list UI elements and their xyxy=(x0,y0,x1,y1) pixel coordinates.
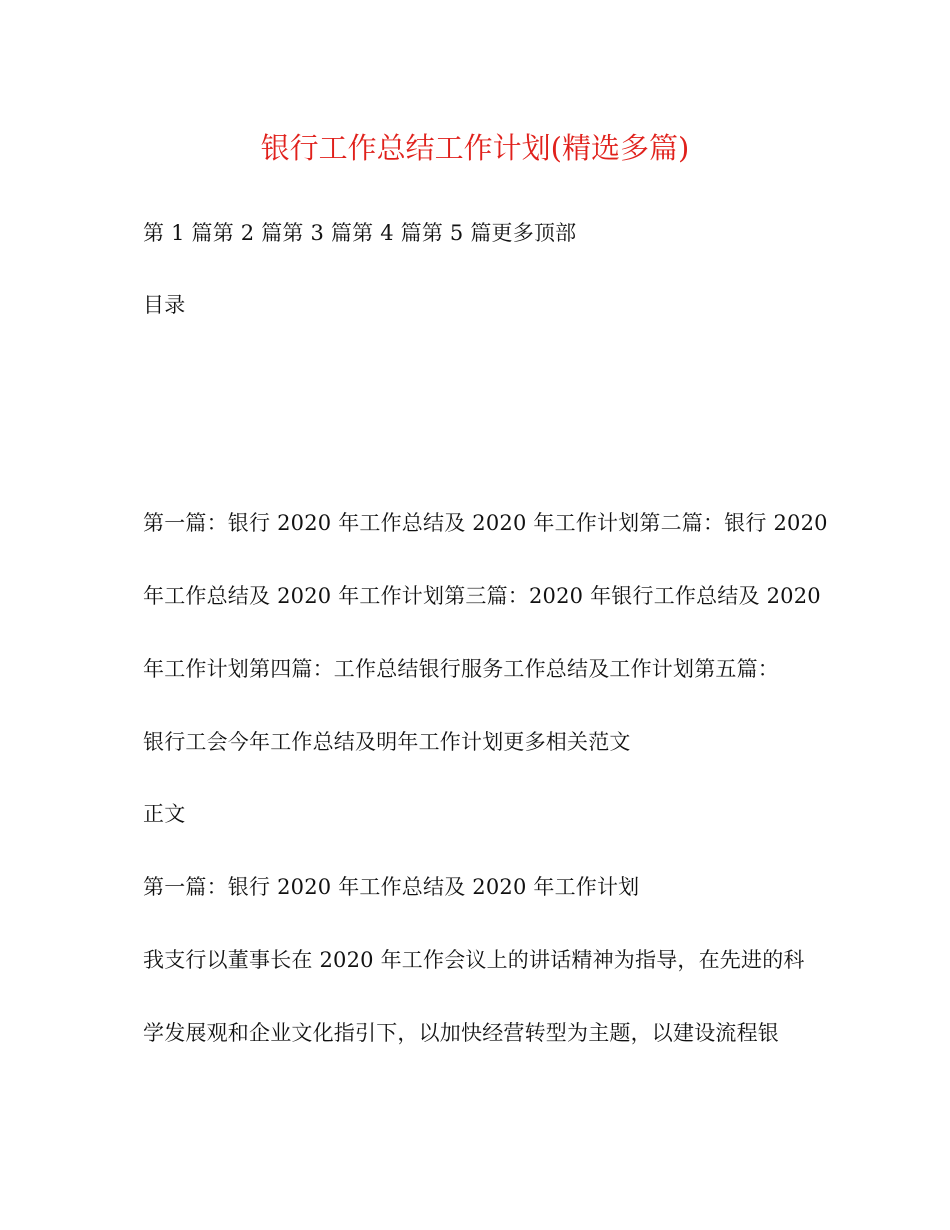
section-nav: 第 1 篇第 2 篇第 3 篇第 4 篇第 5 篇更多顶部 xyxy=(143,221,577,245)
paragraph-line: 我支行以董事长在 2020 年工作会议上的讲话精神为指导，在先进的科 xyxy=(143,948,805,972)
toc-line: 年工作总结及 2020 年工作计划第三篇：2020 年银行工作总结及 2020 xyxy=(143,584,821,608)
toc-heading: 目录 xyxy=(143,293,186,317)
toc-line: 第一篇：银行 2020 年工作总结及 2020 年工作计划第二篇：银行 2020 xyxy=(143,511,828,535)
body-heading: 正文 xyxy=(143,802,186,826)
section-title: 第一篇：银行 2020 年工作总结及 2020 年工作计划 xyxy=(143,875,640,899)
toc-line: 银行工会今年工作总结及明年工作计划更多相关范文 xyxy=(143,730,631,754)
paragraph-line: 学发展观和企业文化指引下，以加快经营转型为主题，以建设流程银 xyxy=(143,1021,779,1045)
toc-line: 年工作计划第四篇：工作总结银行服务工作总结及工作计划第五篇： xyxy=(143,657,779,681)
document-title: 银行工作总结工作计划(精选多篇) xyxy=(260,131,690,165)
